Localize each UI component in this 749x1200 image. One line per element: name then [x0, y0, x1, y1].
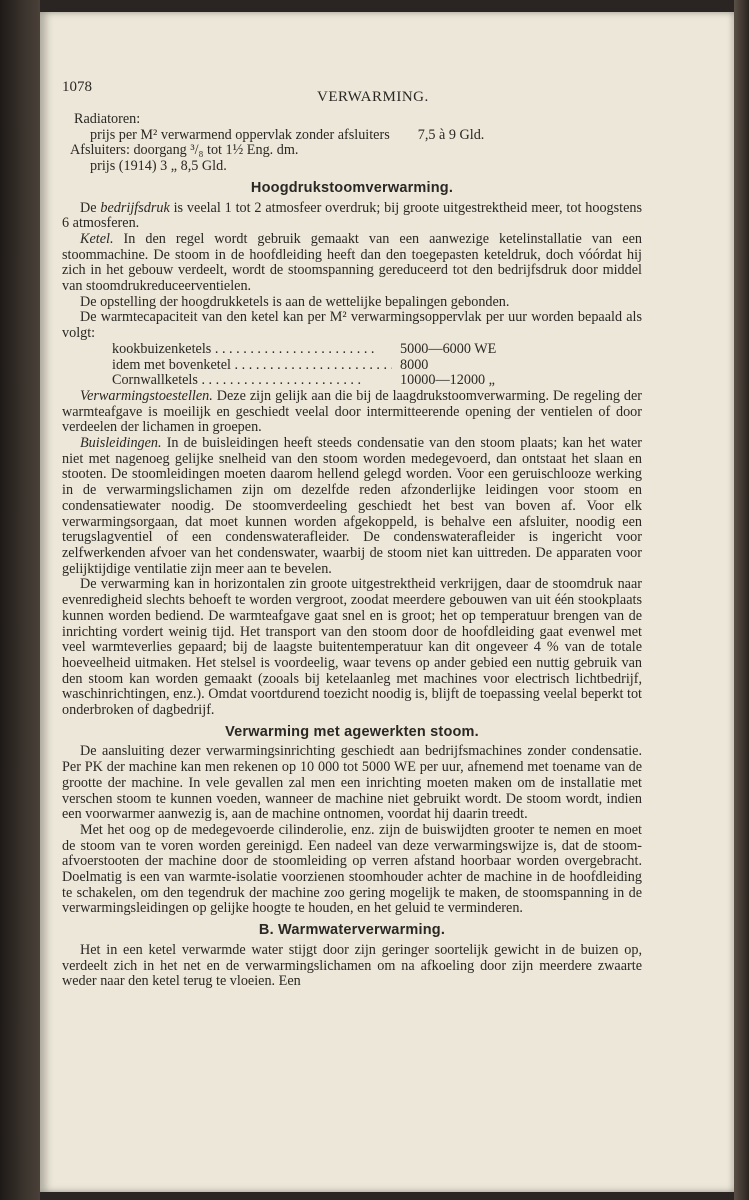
paragraph-warmwater: Het in een ketel verwarmde water stijgt door zijn geringer soortelijk gewicht in de buizen op, verdeelt zich in het net en de verwarmingslichamen om na afkoeling door zijn meerdere zwaarte weder naar den ketel terug te vloeien. Een	[62, 941, 642, 990]
paragraph-opstelling: De opstelling der hoogdrukketels is aan de wettelijke bepalingen gebonden.	[80, 293, 510, 310]
p1-prefix: De	[80, 199, 101, 216]
paragraph-cilinderolie: Met het oog op de medegevoerde cilinderolie, enz. zijn de buiswijdten grooter te nemen en moet de stoom van te voren worden gereinigd. Een nadeel van deze verwarmingswijze is, dat de stoom-afvoerstooten der machine door de stoomleiding op verren afstand hoorbaar worden overgebracht. Doelmatig is een van warmte-isolatie voorzienen stoomhouder achter de machine in de hoofdleiding te schakelen, om den tegendruk der machine zoo gering mogelijk te maken, de stoomspanning in de verwarmingsleidingen op gelijke hoogte te houden, en het geluid te verminderen.	[62, 821, 642, 917]
term-verwarmingstoestellen: Verwarmingstoestellen.	[80, 387, 213, 404]
afsluiters-price-line: prijs (1914) 3 „ 8,5 Gld.	[90, 158, 227, 175]
term-ketel: Ketel.	[80, 230, 114, 247]
afsluiters-line: Afsluiters: doorgang ³/₈ tot 1½ Eng. dm.	[70, 142, 299, 159]
boiler-value: 10000—12000 „	[400, 372, 495, 389]
running-title: VERWARMING.	[317, 89, 429, 105]
p5-text: Deze zijn gelijk aan die bij de laagdrukstoomverwarming. De regeling der warmteafgave is moeilijk en geschiedt veelal door intermitteerende opening der ventielen of door verdeelen der lichamen in groepen.	[62, 387, 642, 436]
paragraph-bedrijfsdruk	[62, 201, 642, 232]
radiatoren-price-value: 7,5 à 9 Gld.	[417, 126, 485, 143]
radiatoren-price-line	[62, 128, 642, 144]
paragraph-horizontale-verwarming: De verwarming kan in horizontalen zin groote uitgestrektheid verkrijgen, daar de stoomdruk naar evenredigheid slechts behoeft te worden vergroot, zoodat meerdere gebouwen van uit één stookplaats kunnen worden bediend. De warmteafgave gaat snel en is groot; het op temperatuur brengen van de inrichting vordert weinig tijd. Het transport van den stoom door de hoofdleiding gaat evenwel met veel warmteverlies gepaard; bij de laagste buitentemperatuur kan dit ongeveer 4 % van de totale hoeveelheid uitmaken. Het stelsel is voordeelig, waar tevens op ander gebied een nuttig gebruik van den stoom kan worden gemaakt (zooals bij ketelaanleg met machines voor electrisch lichtbedrijf, waschinrichtingen, enz.). Omdat voortdurend toezicht noodig is, blijft de toepassing veelal beperkt tot onderbroken of dagbedrijf.	[62, 576, 642, 719]
boiler-value: 5000—6000 WE	[400, 340, 497, 357]
page-number: 1078	[62, 79, 92, 95]
radiatoren-label: Radiatoren:	[74, 111, 141, 127]
paragraph-aansluiting: De aansluiting dezer verwarmingsinrichting geschiedt aan bedrijfsmachines zonder condensatie. Per PK der machine kan men rekenen op 10 000 tot 5000 WE per uur, afnemend met toename van de grootte der machine. In vele gevallen zal men een inrichting moeten maken om de installatie met verschen stoom te kunnen voeden, wanneer de machine niet gebruikt wordt. De stoom wordt, indien een voorwarmer aanwezig is, aan de machine ontnomen, voordat hij daarin treedt.	[62, 743, 642, 823]
boiler-capacity-list	[112, 342, 642, 389]
scan-right-edge	[734, 0, 749, 1200]
paragraph-buisleidingen	[62, 436, 642, 577]
heading-hoogdruk: Hoogdrukstoomverwarming.	[250, 179, 454, 196]
boiler-row	[112, 358, 642, 374]
heading-afgewerkte-stoom: Verwarming met agewerkten stoom.	[225, 723, 479, 740]
heading-warmwater: B. Warmwaterverwarming.	[258, 922, 446, 939]
radiatoren-price-text: prijs per M² verwarmend oppervlak zonder afsluiters	[90, 126, 390, 143]
boiler-row	[112, 342, 642, 358]
paragraph-verwarmingstoestellen	[62, 389, 642, 436]
paragraph-ketel	[62, 232, 642, 295]
term-buisleidingen: Buisleidingen.	[80, 435, 162, 452]
boiler-name: kookbuizenketels . . .	[112, 342, 392, 358]
page-content	[62, 70, 642, 990]
term-bedrijfsdruk: bedrijfsdruk	[100, 199, 170, 216]
p6-text: In de buisleidingen heeft steeds condensatie van den stoom plaats; kan het water niet met nagenoeg gelijke snelheid van den stoom worden medegevoerd, dan ontstaat het slaan en stooten. De stoomleidingen moeten daarom hellend gelegd worden. Voor een geruischlooze werking in de verwarmingslichamen zijn om dezelfde reden afzonderlijke leidingen voor stoom en condensatiewater noodig. De stoomverdeeling geschiedt het best van boven af. Voor elk verwarmingsorgaan, dat moet kunnen worden afgekoppeld, is behalve een afsluiter, noodig een terugslagventiel of een condenswaterafleider. De condenswaterafleider is ingericht voor zelfwerkenden afvoer van het condenswater, waarbij de stoom niet kan uittreden. De apparaten voor gelijktijdige ventilatie zijn meer aan te bevelen.	[62, 435, 642, 577]
p1-text: is veelal 1 tot 2 atmosfeer overdruk; bij groote uitgestrektheid meer, tot hoogstens 6 atmosferen.	[62, 199, 643, 232]
paragraph-warmtecapaciteit: De warmtecapaciteit van den ketel kan per M² verwarmingsoppervlak per uur worden bepaald als volgt:	[62, 309, 642, 342]
scan-left-edge	[0, 0, 40, 1200]
page-header	[62, 70, 642, 106]
boiler-value: 8000	[400, 356, 429, 373]
p2-text: In den regel wordt gebruik gemaakt van een aanwezige ketelinstallatie van een stoommachine. De stoom in de hoofdleiding heeft dan den toegepasten keteldruk, doch vóórdat hij zich in het gebouw verdeelt, wordt de stoomspanning gereduceerd tot den bedrijfsdruk door middel van stoomdrukreduceerventielen.	[62, 230, 642, 295]
boiler-name: idem met bovenketel . . .	[112, 358, 392, 374]
boiler-name: Cornwallketels . . .	[112, 373, 392, 389]
boiler-row	[112, 373, 642, 389]
